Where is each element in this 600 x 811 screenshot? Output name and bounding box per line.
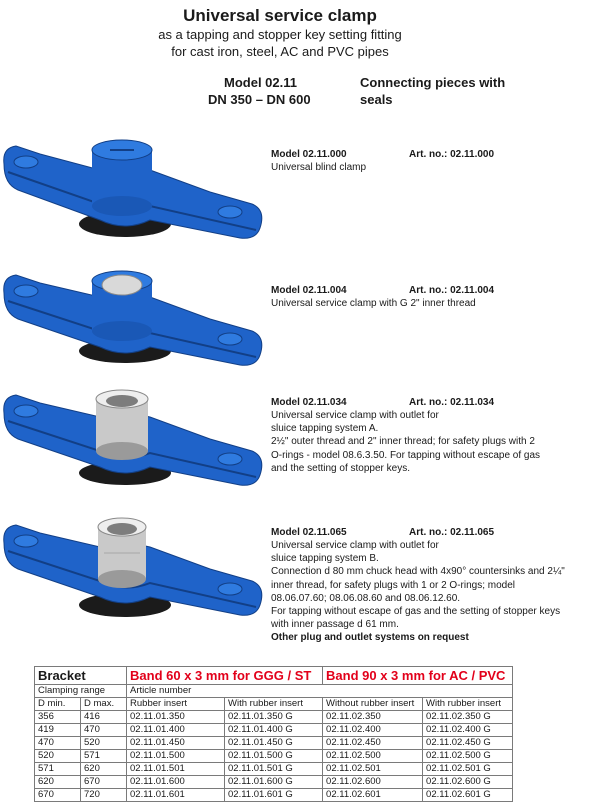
table-row	[35, 789, 513, 802]
model-number: Model 02.11	[224, 75, 297, 90]
table-row	[35, 750, 513, 763]
table-cell: 620	[35, 776, 81, 789]
product-art-4: Art. no.: 02.11.065	[409, 527, 495, 538]
table-cell: 02.11.02.601	[323, 789, 423, 802]
table-cell: 571	[35, 763, 81, 776]
connecting-line-2: seals	[360, 92, 393, 107]
table-header-row	[35, 667, 513, 685]
product-line: sluice tapping system A.	[271, 423, 379, 435]
table-subheader-row	[35, 685, 513, 698]
table-cell: 02.11.01.400	[127, 724, 225, 737]
table-cell: 02.11.02.501 G	[423, 763, 513, 776]
product-art-3: Art. no.: 02.11.034	[409, 397, 495, 408]
table-body	[35, 711, 513, 802]
table-cell: 520	[35, 750, 81, 763]
subtitle-line-2: for cast iron, steel, AC and PVC pipes	[171, 44, 389, 59]
product-desc-3	[271, 396, 591, 475]
table-column-row	[35, 698, 513, 711]
product-line: Universal service clamp with outlet for	[271, 540, 439, 551]
table-cell: 02.11.02.600	[323, 776, 423, 789]
product-model-1: Model 02.11.000	[271, 149, 347, 160]
col-without-rubber-insert: Without rubber insert	[323, 698, 423, 711]
table-cell: 02.11.01.350	[127, 711, 225, 724]
col-with-rubber-insert: With rubber insert	[225, 698, 323, 711]
table-cell: 02.11.02.501	[323, 763, 423, 776]
table-cell: 02.11.02.400	[323, 724, 423, 737]
product-line: Universal blind clamp	[271, 162, 367, 173]
table-cell: 670	[81, 776, 127, 789]
outlet-a-clamp-icon	[0, 378, 265, 498]
band-90-heading: Band 90 x 3 mm for AC / PVC	[323, 667, 513, 685]
product-desc-4	[271, 526, 591, 645]
product-desc-1	[271, 148, 591, 174]
table-cell: 416	[81, 711, 127, 724]
table-cell: 520	[81, 737, 127, 750]
table-cell: 02.11.02.500	[323, 750, 423, 763]
product-line: O-rings - model 08.6.3.50. For tapping without escape of gas	[271, 449, 541, 461]
table-cell: 02.11.02.450 G	[423, 737, 513, 750]
table-cell: 02.11.02.450	[323, 737, 423, 750]
product-line: with inner passage d 61 mm.	[271, 619, 399, 631]
table-row	[35, 763, 513, 776]
table-cell: 02.11.02.600 G	[423, 776, 513, 789]
col-dmax: D max.	[81, 698, 127, 711]
connecting-heading	[360, 74, 560, 108]
table-cell: 02.11.01.601 G	[225, 789, 323, 802]
table-cell: 470	[35, 737, 81, 750]
product-line: Universal service clamp with G 2" inner thread	[271, 298, 476, 309]
table-cell: 02.11.02.350	[323, 711, 423, 724]
product-art-1: Art. no.: 02.11.000	[409, 149, 495, 160]
table-cell: 02.11.01.350 G	[225, 711, 323, 724]
bracket-heading: Bracket	[35, 667, 127, 685]
band-60-heading: Band 60 x 3 mm for GGG / ST	[127, 667, 323, 685]
table-cell: 670	[35, 789, 81, 802]
table-row	[35, 776, 513, 789]
table-cell: 356	[35, 711, 81, 724]
table-row	[35, 724, 513, 737]
outlet-b-clamp-icon	[0, 508, 265, 628]
product-line: Universal service clamp with outlet for	[271, 410, 439, 421]
product-model-3: Model 02.11.034	[271, 397, 347, 408]
table-cell: 02.11.01.500	[127, 750, 225, 763]
product-line: 08.06.07.60; 08.06.08.60 and 08.06.12.60.	[271, 592, 461, 604]
product-line: sluice tapping system B.	[271, 553, 379, 565]
product-line: For tapping without escape of gas and the setting of stopper keys	[271, 606, 561, 618]
table-cell: 02.11.01.450 G	[225, 737, 323, 750]
product-desc-2	[271, 284, 591, 310]
blind-clamp-icon	[0, 128, 265, 248]
product-line: Connection d 80 mm chuck head with 4x90° countersinks and 2¼"	[271, 566, 565, 578]
table-cell: 02.11.01.450	[127, 737, 225, 750]
product-line: inner thread, for safety plugs with 1 or 2 O-rings; model	[271, 579, 516, 591]
connecting-line-1: Connecting pieces with	[360, 75, 506, 90]
product-model-4: Model 02.11.065	[271, 527, 347, 538]
product-line: and the setting of stopper keys.	[271, 462, 410, 474]
table-cell: 02.11.01.501	[127, 763, 225, 776]
table-cell: 02.11.01.600	[127, 776, 225, 789]
product-note: Other plug and outlet systems on request	[271, 632, 469, 644]
table-cell: 02.11.02.350 G	[423, 711, 513, 724]
table-cell: 02.11.01.501 G	[225, 763, 323, 776]
table-row	[35, 711, 513, 724]
table-cell: 02.11.02.500 G	[423, 750, 513, 763]
table-cell: 02.11.02.601 G	[423, 789, 513, 802]
product-line: 2½" outer thread and 2" inner thread; for safety plugs with 2	[271, 436, 535, 448]
article-number-label: Article number	[127, 685, 513, 698]
subtitle-line-1: as a tapping and stopper key setting fitting	[158, 27, 402, 42]
table-cell: 02.11.01.600 G	[225, 776, 323, 789]
table-cell: 470	[81, 724, 127, 737]
table-cell: 02.11.01.500 G	[225, 750, 323, 763]
page-title: Universal service clamp	[183, 6, 377, 25]
model-heading	[208, 74, 328, 108]
table-cell: 419	[35, 724, 81, 737]
col-dmin: D min.	[35, 698, 81, 711]
table-cell: 02.11.01.400 G	[225, 724, 323, 737]
thread-clamp-icon	[0, 258, 265, 378]
spec-table	[34, 666, 513, 802]
clamping-range-label: Clamping range	[35, 685, 127, 698]
product-art-2: Art. no.: 02.11.004	[409, 285, 495, 296]
table-cell: 571	[81, 750, 127, 763]
table-cell: 620	[81, 763, 127, 776]
table-cell: 02.11.01.601	[127, 789, 225, 802]
table-cell: 02.11.02.400 G	[423, 724, 513, 737]
col-rubber-insert: Rubber insert	[127, 698, 225, 711]
table-row	[35, 737, 513, 750]
table-cell: 720	[81, 789, 127, 802]
col-with-rubber-insert-2: With rubber insert	[423, 698, 513, 711]
product-model-2: Model 02.11.004	[271, 285, 347, 296]
dn-range: DN 350 – DN 600	[208, 92, 311, 107]
